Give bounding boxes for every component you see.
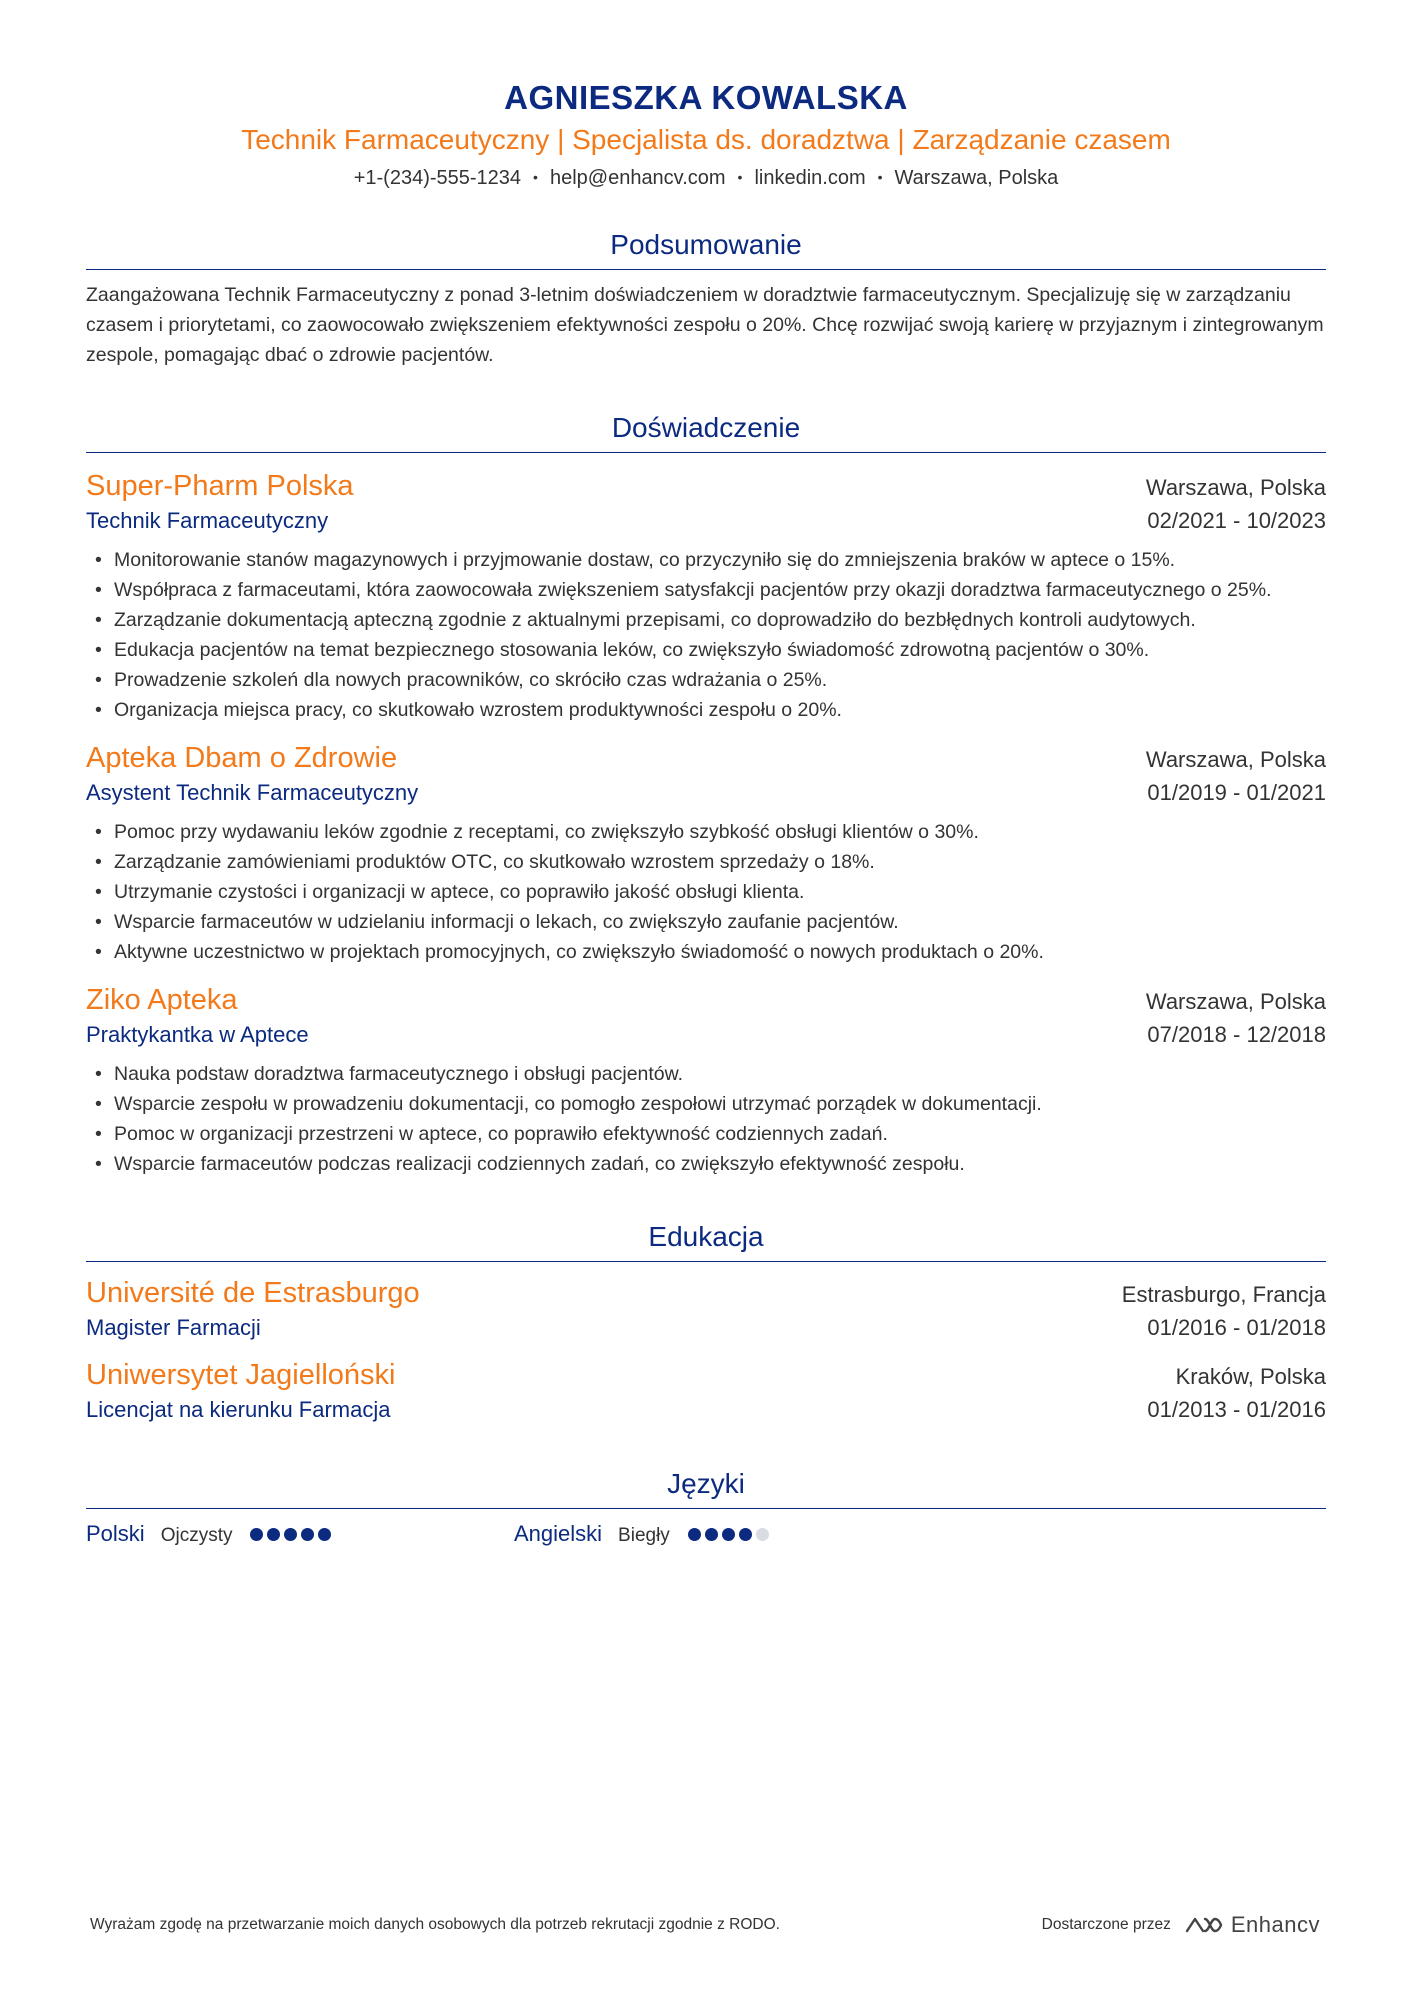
list-item: • Nauka podstaw doradztwa farmaceutycznego i obsługi pacjentów. (86, 1059, 1326, 1089)
section-title-education: Edukacja (86, 1219, 1326, 1262)
enhancv-logo-icon (1183, 1913, 1225, 1937)
experience-entry (86, 739, 1326, 967)
list-item: • Utrzymanie czystości i organizacji w aptece, co poprawiło jakość obsługi klienta. (86, 877, 1326, 907)
job-title: Praktykantka w Aptece (86, 1022, 309, 1047)
candidate-headline: Technik Farmaceutyczny | Specjalista ds. doradztwa | Zarządzanie czasem (241, 124, 1171, 155)
job-location: Warszawa, Polska (1145, 989, 1326, 1014)
rating-dot-filled (722, 1528, 735, 1541)
languages-section (86, 1466, 1326, 1547)
rating-dot-filled (739, 1528, 752, 1541)
school-location: Kraków, Polska (1175, 1364, 1326, 1389)
language-name: Angielski (514, 1521, 603, 1546)
job-dates: 02/2021 - 10/2023 (1147, 508, 1326, 533)
rating-dot-filled (688, 1528, 701, 1541)
summary-text: Zaangażowana Technik Farmaceutyczny z ponad 3-letnim doświadczeniem w doradztwie farmaceutycznym. Specjalizuję się w zarządzaniu czasem i priorytetami, co zaowocowało zwiększeniem efektywności zespołu o 20%. Chcę rozwijać swoją karierę w przyjaznym i zintegrowanym zespole, pomagając dbać o zdrowie pacjentów. (86, 284, 1324, 366)
achievement-list (86, 1059, 1326, 1179)
rating-dot-empty (756, 1528, 769, 1541)
school-name: Université de Estrasburgo (86, 1277, 420, 1309)
language-item (514, 1521, 942, 1547)
list-item: • Monitorowanie stanów magazynowych i przyjmowanie dostaw, co przyczyniło się do zmniejszenia braków w aptece o 15%. (86, 545, 1326, 575)
section-title-summary: Podsumowanie (86, 227, 1326, 270)
school-name: Uniwersytet Jagielloński (86, 1359, 396, 1391)
candidate-name: AGNIESZKA KOWALSKA (504, 79, 908, 116)
email-link[interactable]: help@enhancv.com (549, 167, 726, 189)
language-rating (250, 1528, 331, 1541)
degree: Magister Farmacji (86, 1315, 261, 1340)
language-rating (688, 1528, 769, 1541)
section-title-languages: Języki (86, 1466, 1326, 1509)
rating-dot-filled (250, 1528, 263, 1541)
company-name: Ziko Apteka (86, 984, 238, 1016)
powered-by-label: Dostarczone przez (1041, 1916, 1171, 1933)
contact-separator: • (877, 169, 883, 185)
language-level: Ojczysty (160, 1525, 233, 1546)
job-location: Warszawa, Polska (1145, 747, 1326, 772)
education-section (86, 1219, 1326, 1426)
rating-dot-filled (318, 1528, 331, 1541)
list-item: • Organizacja miejsca pracy, co skutkowało wzrostem produktywności zespołu o 20%. (86, 695, 1326, 725)
school-location: Estrasburgo, Francja (1121, 1282, 1326, 1307)
job-dates: 07/2018 - 12/2018 (1147, 1022, 1326, 1047)
language-level: Biegły (618, 1525, 670, 1546)
list-item: • Zarządzanie zamówieniami produktów OTC, co skutkowało wzrostem sprzedaży o 18%. (86, 847, 1326, 877)
powered-by (1042, 1912, 1320, 1938)
rating-dot-filled (267, 1528, 280, 1541)
job-location: Warszawa, Polska (1145, 475, 1326, 500)
experience-entry (86, 467, 1326, 725)
achievement-list (86, 817, 1326, 967)
list-item: • Wsparcie farmaceutów podczas realizacji codziennych zadań, co zwiększyło efektywność zespołu. (86, 1149, 1326, 1179)
list-item: • Zarządzanie dokumentacją apteczną zgodnie z aktualnymi przepisami, co doprowadziło do bezbłędnych kontroli audytowych. (86, 605, 1326, 635)
job-title: Technik Farmaceutyczny (86, 508, 329, 533)
education-dates: 01/2016 - 01/2018 (1147, 1315, 1326, 1340)
list-item: • Pomoc przy wydawaniu leków zgodnie z receptami, co zwiększyło szybkość obsługi klientów o 30%. (86, 817, 1326, 847)
language-name: Polski (86, 1521, 145, 1546)
company-name: Super-Pharm Polska (86, 470, 354, 502)
experience-entry (86, 981, 1326, 1179)
contact-line (86, 164, 1326, 191)
page-footer (90, 1912, 1320, 1938)
gdpr-consent: Wyrażam zgodę na przetwarzanie moich danych osobowych dla potrzeb rekrutacji zgodnie z RODO. (90, 1916, 780, 1933)
list-item: • Współpraca z farmaceutami, która zaowocowała zwiększeniem satysfakcji pacjentów przy okazji doradztwa farmaceutycznego o 25%. (86, 575, 1326, 605)
job-dates: 01/2019 - 01/2021 (1147, 780, 1326, 805)
summary-section (86, 227, 1326, 370)
resume-page (86, 0, 1326, 1995)
job-title: Asystent Technik Farmaceutyczny (86, 780, 419, 805)
experience-section (86, 410, 1326, 1179)
rating-dot-filled (284, 1528, 297, 1541)
language-list (86, 1521, 1326, 1547)
achievement-list (86, 545, 1326, 725)
linkedin-link[interactable]: linkedin.com (754, 167, 866, 189)
education-entry (86, 1274, 1326, 1344)
company-name: Apteka Dbam o Zdrowie (86, 742, 398, 774)
list-item: • Wsparcie zespołu w prowadzeniu dokumentacji, co pomogło zespołowi utrzymać porządek w dokumentacji. (86, 1089, 1326, 1119)
phone: +1-(234)-555-1234 (353, 167, 522, 189)
language-item (86, 1521, 514, 1547)
degree: Licencjat na kierunku Farmacja (86, 1397, 391, 1422)
list-item: • Aktywne uczestnictwo w projektach promocyjnych, co zwiększyło świadomość o nowych produktach o 20%. (86, 937, 1326, 967)
section-title-experience: Doświadczenie (86, 410, 1326, 453)
education-entry (86, 1356, 1326, 1426)
resume-header (86, 0, 1326, 191)
education-dates: 01/2013 - 01/2016 (1147, 1397, 1326, 1422)
list-item: • Pomoc w organizacji przestrzeni w aptece, co poprawiło efektywność codziennych zadań. (86, 1119, 1326, 1149)
list-item: • Prowadzenie szkoleń dla nowych pracowników, co skróciło czas wdrażania o 25%. (86, 665, 1326, 695)
list-item: • Edukacja pacjentów na temat bezpiecznego stosowania leków, co zwiększyło świadomość zdrowotną pacjentów o 30%. (86, 635, 1326, 665)
enhancv-brand[interactable]: Enhancv (1230, 1912, 1320, 1937)
list-item: • Wsparcie farmaceutów w udzielaniu informacji o lekach, co zwiększyło zaufanie pacjentów. (86, 907, 1326, 937)
contact-separator: • (737, 169, 743, 185)
rating-dot-filled (301, 1528, 314, 1541)
location: Warszawa, Polska (894, 167, 1059, 189)
contact-separator: • (533, 169, 538, 185)
rating-dot-filled (705, 1528, 718, 1541)
